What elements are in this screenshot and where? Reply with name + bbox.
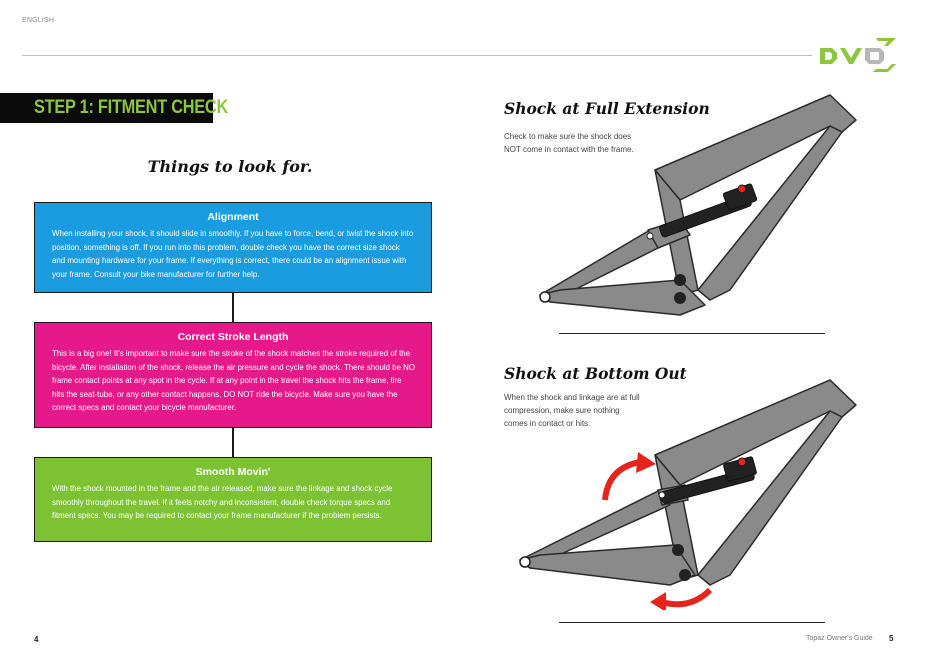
page-number-right: 5 xyxy=(889,634,894,643)
bike-frame-bottom-out-illustration xyxy=(510,340,865,610)
bottom-out-desc: When the shock and linkage are at full compression, make sure nothing comes in contact or hits. xyxy=(504,393,640,428)
section-divider xyxy=(559,333,825,334)
flow-connector xyxy=(232,293,234,322)
alignment-box xyxy=(34,202,432,293)
stroke-length-body: This is a big one! It's important to make sure the stroke of the shock matches the stroke required of the bicycle. After installation of the shock, release the air pressure and cycle the shock. There should be NO frame contact points at any spot in the cycle. If at any point in the travel the shock hits the frame, tire hits the seat-tube, or any other contact happens, DO NOT ride the bicycle. Make sure you have the correct specs and contact your bicycle manufacturer. xyxy=(52,349,416,412)
bottom-out-title: Shock at Bottom Out xyxy=(504,364,687,383)
header-divider xyxy=(22,55,812,56)
smooth-movin-title: Smooth Movin' xyxy=(195,466,271,478)
stroke-length-box xyxy=(34,322,432,428)
smooth-movin-box xyxy=(34,457,432,542)
smooth-movin-body: With the shock mounted in the frame and the air released, make sure the linkage and shock cycle smoothly throughout the travel. If it feels notchy and inconsistent, double check torque specs and fitment specs. You may be required to contact your frame manufacturer if the problem persists. xyxy=(52,484,393,520)
alignment-body: When installing your shock, it should slide in smoothly. If you have to force, bend, or twist the shock into position, something is off. If you run into this problem, double check you have the correct size shock and mounting hardware for your frame. If everything is correct, there could be an alignment issue with your frame. Consult your bike manufacturer for further help. xyxy=(52,229,414,279)
section-subtitle: Things to look for. xyxy=(147,157,313,176)
alignment-title: Alignment xyxy=(207,211,259,223)
bike-frame-full-extension-illustration xyxy=(530,90,860,325)
full-extension-desc: Check to make sure the shock does NOT come in contact with the frame. xyxy=(504,132,634,154)
return-arrow-icon xyxy=(650,590,710,610)
full-extension-title: Shock at Full Extension xyxy=(504,99,710,118)
stroke-length-title: Correct Stroke Length xyxy=(177,331,289,343)
language-label: ENGLISH xyxy=(22,17,55,24)
section-divider xyxy=(559,622,825,623)
guide-title: Topaz Owner's Guide xyxy=(806,635,873,642)
compression-arrow-icon xyxy=(605,452,656,500)
flow-connector xyxy=(232,428,234,457)
page-number-left: 4 xyxy=(34,635,39,644)
dvo-logo xyxy=(818,36,900,74)
step-title: STEP 1: FITMENT CHECK xyxy=(34,97,229,118)
